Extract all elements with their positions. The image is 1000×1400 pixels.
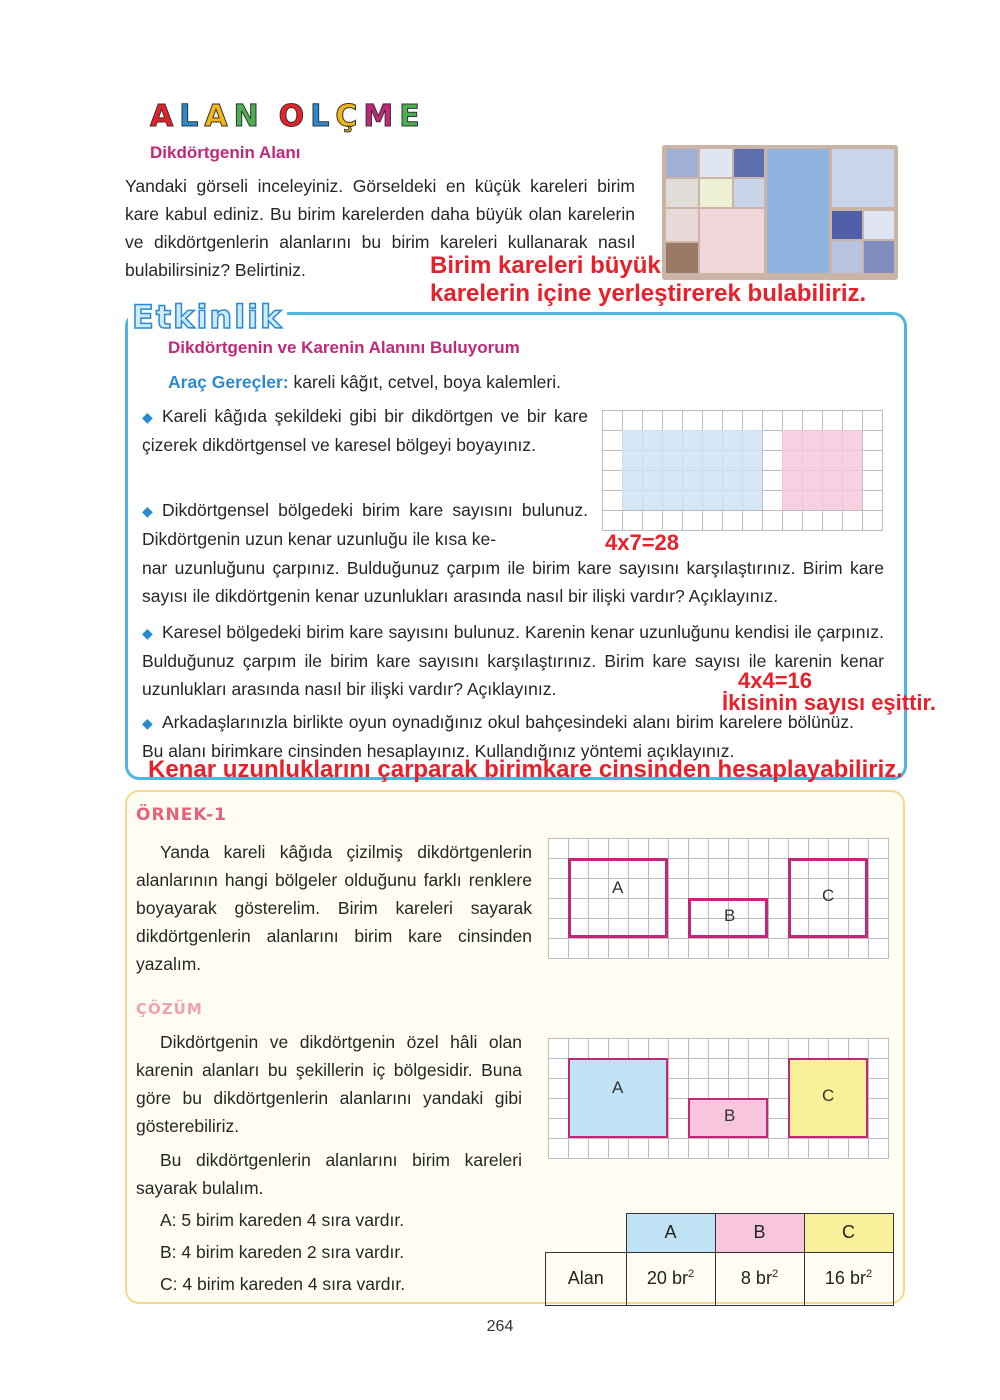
bullet-3-text: Karesel bölgedeki birim kare sayısını bulunuz. Karenin kenar uzunluğunu kendisi ile çarpınız. Bulduğunuz çarpım ile birim kare sayısını karşılaştırınız. Birim kare sayısı ile karenin kenar uzunlukları arasında nasıl bir ilişki vardır? Açıklayınız. [142,622,884,699]
count-text [136,1146,522,1202]
etkinlik-label: Etkinlik [128,298,287,336]
diamond-bullet-icon: ◆ [142,625,153,641]
title-letter: O [278,99,305,134]
handwritten-answer-2: karelerin içine yerleştirerek bulabiliriz. [430,280,867,307]
value-b: 8 br [740,1268,772,1288]
table-header-b: B [715,1214,804,1253]
title-letter: A [204,99,228,134]
tools-line [168,368,561,396]
answer-4x4: 4x4=16 [738,668,813,693]
table-cell-a [626,1252,715,1305]
area-table [545,1213,894,1306]
title-letter: M [363,99,394,134]
solution-grid [548,1038,889,1159]
title-letter: L [179,99,199,134]
tools-label: Araç Gereçler: [168,372,289,392]
subtitle: Dikdörtgenin Alanı [150,143,301,162]
label-b: B [724,906,736,925]
row-b: B: 4 birim kareden 2 sıra vardır. [160,1242,405,1262]
label-a: A [612,1078,624,1097]
label-c: C [822,886,835,905]
bullet-2-cont: nar uzunluğunu çarpınız. Bulduğunuz çarpım ile birim kare sayısını karşılaştırınız. Birim kare sayısı ile dikdörtgenin kenar uzunlukları arasında nasıl bir ilişki vardır? Açıklayınız. [142,558,884,606]
table-header-a: A [626,1214,715,1253]
intro-paragraph: Yandaki görseli inceleyiniz. Görseldeki en küçük kareleri birim kare kabul ediniz. Bu birim karelerden daha büyük olan karelerin ve dikdörtgenlerin alanlarını bu birim kareleri kullanarak nasıl bulabilirsiniz? Belirtiniz. [125,176,635,280]
answer-equal: İkisinin sayısı eşittir. [722,690,936,715]
table-row-label: Alan [546,1252,627,1305]
title-letter: N [233,99,259,134]
pink-square-region [782,430,862,510]
title-letter: L [310,99,330,134]
bullet-1-text: Kareli kâğıda şekildeki gibi bir dikdörtgen ve bir kare çizerek dikdörtgensel ve karesel bölgeyi boyayınız. [142,406,588,455]
diamond-bullet-icon: ◆ [142,715,153,731]
rectangle-a-outline [568,858,668,938]
bullet-4-text: Arkadaşlarınızla birlikte oyun oynadığınız okul bahçesindeki alanı birim karelere bölünüz. Bu alanı birimkare cinsinden hesaplayınız. Kullandığınız yöntemi açıklayınız. [142,712,854,761]
title-letter: Ç [335,99,358,134]
label-b: B [724,1106,736,1125]
cozum-text [136,1028,522,1140]
area-a-region [568,1058,668,1138]
row-a: A: 5 birim kareden 4 sıra vardır. [160,1210,405,1230]
diamond-bullet-icon: ◆ [142,409,153,425]
cozum-paragraph: Dikdörtgenin ve dikdörtgenin özel hâli olan karenin alanları bu şekillerin iç bölgesidir. Buna göre bu dikdörtgenlerin alanlarını yandaki gibi gösterebiliriz. [136,1032,522,1136]
example-grid [548,838,889,959]
value-a: 20 br [646,1268,688,1288]
bullet-1 [142,402,588,459]
tools-text: kareli kâğıt, cetvel, boya kalemleri. [293,372,561,392]
page-title [150,100,420,134]
label-a: A [612,878,624,897]
activity-grid [602,410,883,531]
exponent: 2 [771,1268,779,1280]
answer-4x7: 4x7=28 [605,530,680,555]
table-cell-b [715,1252,804,1305]
table-cell-c [804,1252,893,1305]
ornek-text [136,838,532,978]
etkinlik-heading: Dikdörtgenin ve Karenin Alanını Buluyorum [168,338,520,357]
title-letter: E [399,99,420,134]
answer-multiply: Kenar uzunluklarını çarparak birimkare cinsinden hesaplayabiliriz. [148,756,903,783]
square-mosaic-image [662,145,898,280]
value-c: 16 br [824,1268,866,1288]
cozum-label: ÇÖZÜM [136,1000,203,1018]
row-c: C: 4 birim kareden 4 sıra vardır. [160,1274,406,1294]
page-number: 264 [486,1318,514,1335]
blue-rectangle-region [622,430,762,510]
exponent: 2 [865,1268,873,1280]
table-corner [546,1214,627,1253]
exponent: 2 [687,1268,695,1280]
diamond-bullet-icon: ◆ [142,503,153,519]
bullet-2 [142,496,588,553]
handwritten-answer-1: Birim kareleri büyük [430,252,661,279]
ornek-label: ÖRNEK-1 [136,805,227,825]
title-letter: A [150,99,174,134]
bullet-2-text-a: Dikdörtgensel bölgedeki birim kare sayısını bulunuz. Dikdörtgenin uzun kenar uzunluğu ile kısa ke- [142,500,588,549]
ornek-paragraph: Yanda kareli kâğıda çizilmiş dikdörtgenlerin alanlarının hangi bölgeler olduğunu farklı renklere boyayarak gösterelim. Birim kareleri sayarak dikdörtgenlerin alanlarını birim kare cinsinden yazalım. [136,842,532,974]
table-header-c: C [804,1214,893,1253]
label-c: C [822,1086,835,1105]
count-paragraph: Bu dikdörtgenlerin alanlarını birim kareleri sayarak bulalım. [136,1150,522,1198]
